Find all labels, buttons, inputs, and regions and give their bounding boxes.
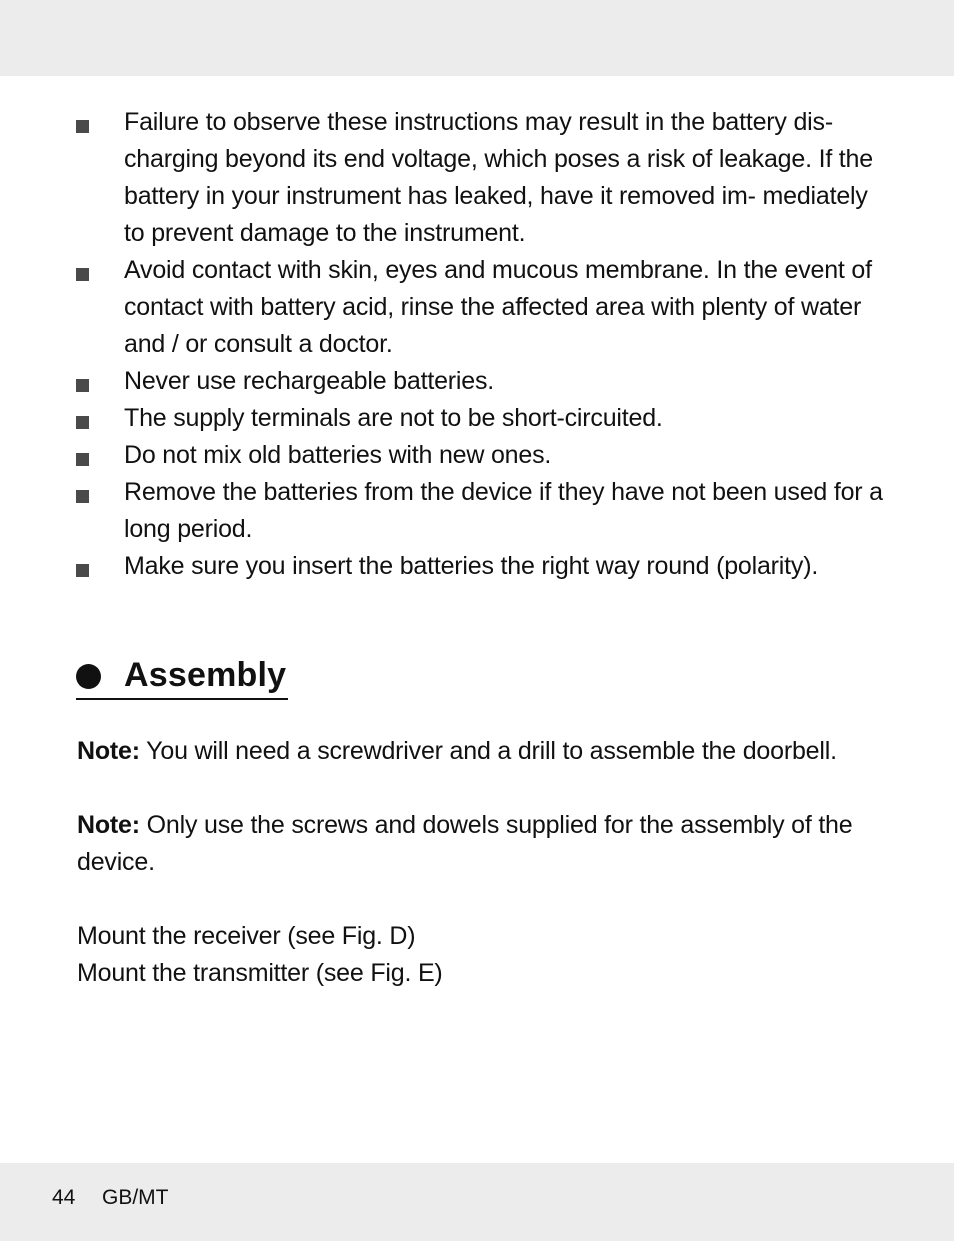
bullet-text: Avoid contact with skin, eyes and mucous membrane. In the event of contact with battery acid, rinse the affected area with plenty of water and / or consult a doctor. xyxy=(124,256,872,358)
safety-bullet-list xyxy=(76,104,886,585)
bullet-text: Make sure you insert the batteries the right way round (polarity). xyxy=(124,552,819,580)
square-bullet-icon xyxy=(76,453,89,466)
note-text: You will need a screwdriver and a drill to assemble the doorbell. xyxy=(139,737,837,765)
bullet-item-polarity xyxy=(76,548,886,585)
bullet-item-rechargeable xyxy=(76,363,886,400)
bullet-item-mix xyxy=(76,437,886,474)
square-bullet-icon xyxy=(76,268,89,281)
section-title: Assembly xyxy=(124,655,287,694)
bullet-item-contact xyxy=(76,252,886,363)
page-number: 44 xyxy=(52,1186,76,1209)
bullet-item-leakage xyxy=(76,104,886,252)
step-mount-receiver: Mount the receiver (see Fig. D) xyxy=(77,922,416,950)
language-code: GB/MT xyxy=(102,1186,169,1209)
square-bullet-icon xyxy=(76,564,89,577)
square-bullet-icon xyxy=(76,490,89,503)
square-bullet-icon xyxy=(76,416,89,429)
note-label: Note: xyxy=(77,811,140,839)
header-band xyxy=(0,0,954,76)
square-bullet-icon xyxy=(76,120,89,133)
filled-circle-icon xyxy=(76,664,101,689)
bullet-text: Do not mix old batteries with new ones. xyxy=(124,441,552,469)
note-text: Only use the screws and dowels supplied for the assembly of the device. xyxy=(77,811,853,876)
bullet-text: Failure to observe these instructions may result in the battery dis- charging beyond its end voltage, which poses a risk of leakage. If the battery in your instrument has leaked, have it removed im- mediately to prevent damage to the instrument. xyxy=(124,108,873,247)
square-bullet-icon xyxy=(76,379,89,392)
step-mount-transmitter: Mount the transmitter (see Fig. E) xyxy=(77,959,443,987)
bullet-text: Never use rechargeable batteries. xyxy=(124,367,494,395)
note-label: Note: xyxy=(77,737,140,765)
bullet-item-short-circuit xyxy=(76,400,886,437)
note-paragraph-screws xyxy=(77,807,877,881)
note-paragraph-tools xyxy=(77,733,877,770)
bullet-text: Remove the batteries from the device if they have not been used for a long period. xyxy=(124,478,883,543)
section-heading xyxy=(76,652,288,700)
bullet-item-remove xyxy=(76,474,886,548)
bullet-text: The supply terminals are not to be short-circuited. xyxy=(124,404,663,432)
